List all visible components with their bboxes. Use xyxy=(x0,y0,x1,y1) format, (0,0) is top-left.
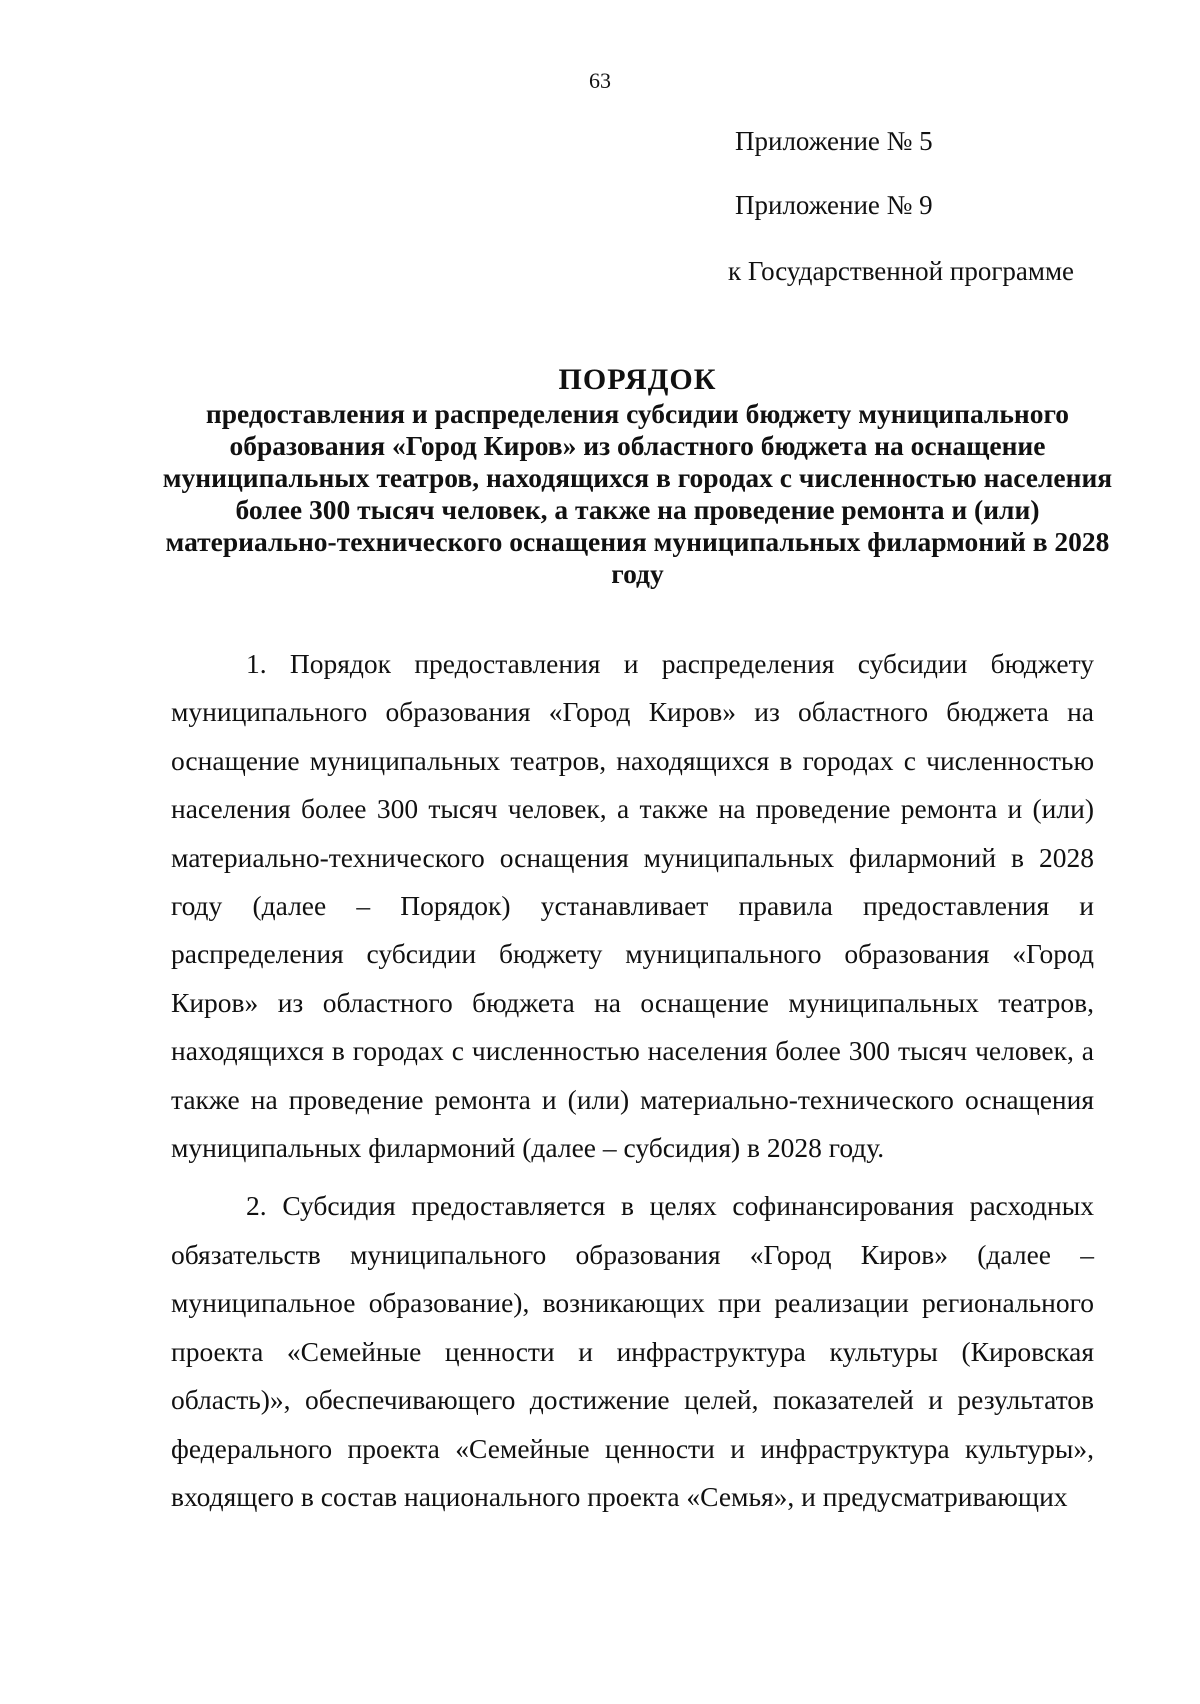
document-title: ПОРЯДОК xyxy=(558,363,717,396)
document-subtitle: предоставления и распределения субсидии бюджету муниципального образования «Город Киров» из областного бюджета на оснащение муниципальных театров, находящихся в городах с численностью населения более 300 тысяч человек, а также на проведение ремонта и (или) материально-технического оснащения муниципальных филармоний в 2028 году xyxy=(162,398,1113,589)
paragraph-1: 1. Порядок предоставления и распределения субсидии бюджету муниципального образования «Город Киров» из областного бюджета на оснащение муниципальных театров, находящихся в городах с численностью населения более 300 тысяч человек, а также на проведение ремонта и (или) материально-технического оснащения муниципальных филармоний в 2028 году (далее – Порядок) устанавливает правила предоставления и распределения субсидии бюджету муниципального образования «Город Киров» из областного бюджета на оснащение муниципальных театров, находящихся в городах с численностью населения более 300 тысяч человек, а также на проведение ремонта и (или) материально-технического оснащения муниципальных филармоний (далее – субсидия) в 2028 году. xyxy=(171,648,1094,1164)
page-number: 63 xyxy=(589,68,611,93)
document-body xyxy=(171,640,1094,1521)
paragraph-2: 2. Субсидия предоставляется в целях софинансирования расходных обязательств муниципального образования «Город Киров» (далее – муниципальное образование), возникающих при реализации регионального проекта «Семейные ценности и инфраструктура культуры (Кировская область)», обеспечивающего достижение целей, показателей и результатов федерального проекта «Семейные ценности и инфраструктура культуры», входящего в состав национального проекта «Семья», и предусматривающих xyxy=(171,1190,1094,1512)
appendix-label-5: Приложение № 5 xyxy=(735,126,933,156)
document-title-block xyxy=(150,362,1125,590)
appendix-program-reference: к Государственной программе xyxy=(728,256,1075,286)
appendix-label-9: Приложение № 9 xyxy=(735,190,933,220)
